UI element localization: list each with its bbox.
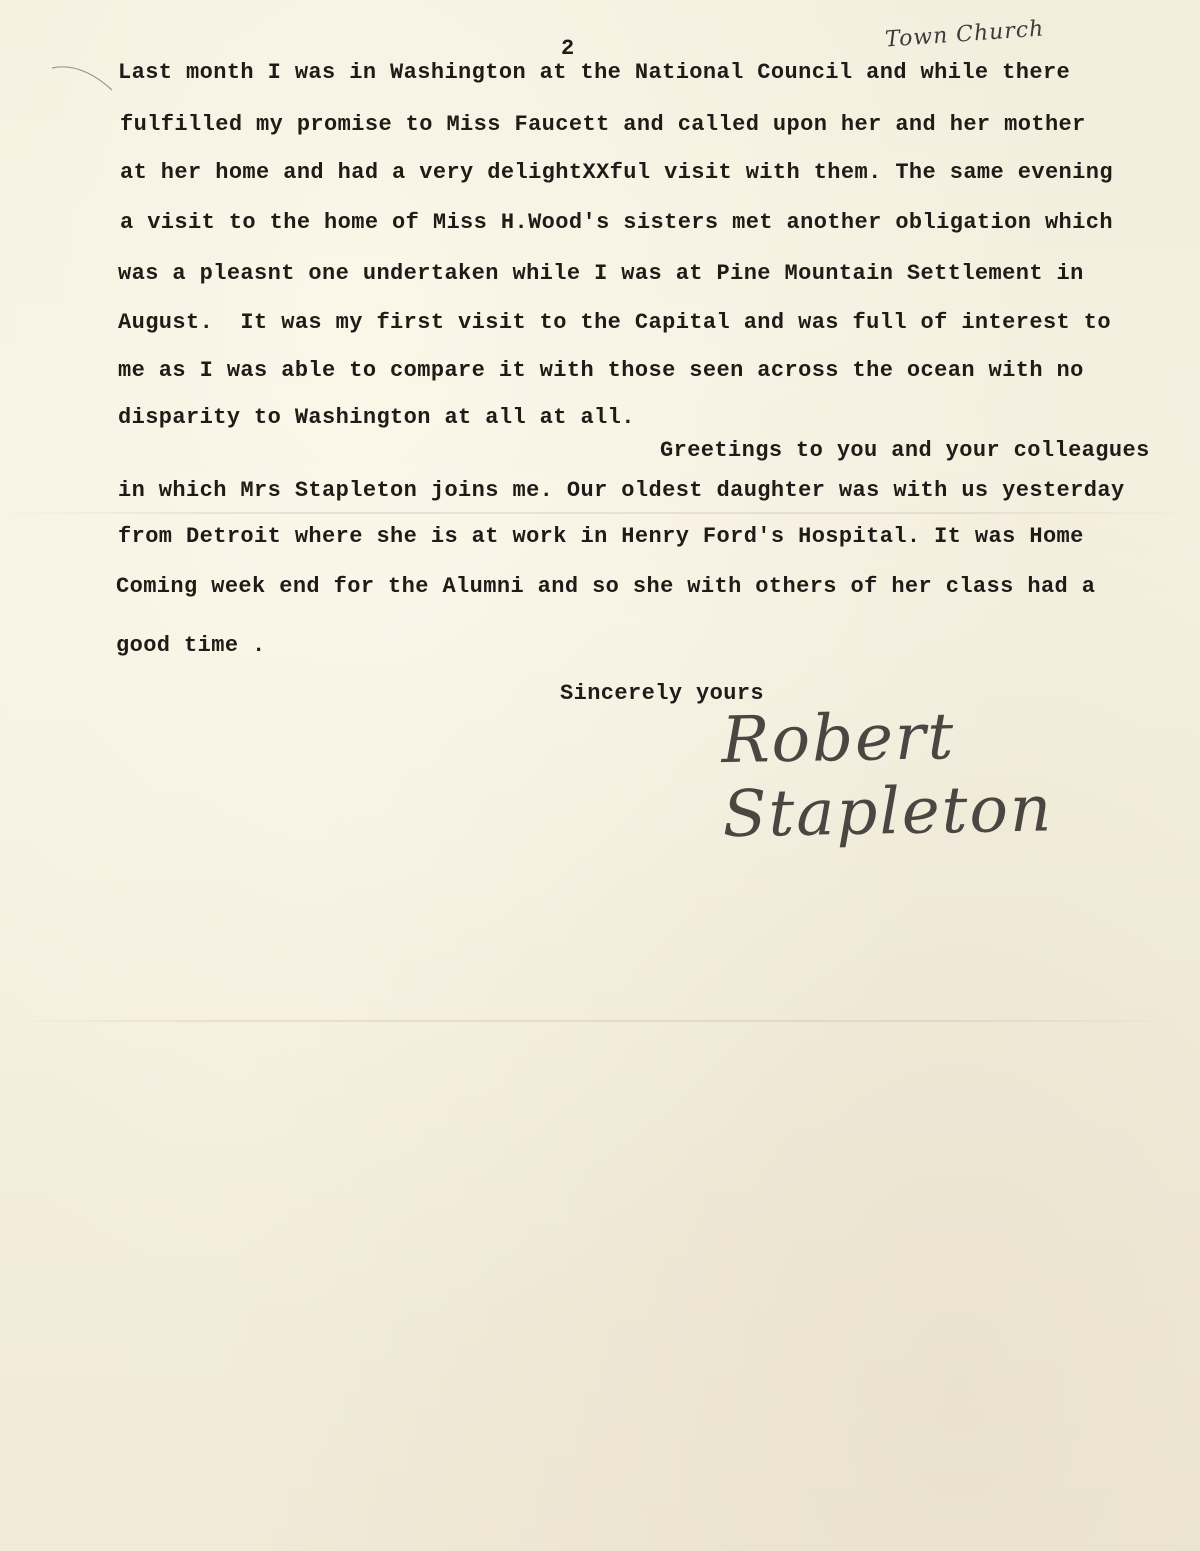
body-line: disparity to Washington at all at all. (118, 405, 635, 430)
body-line: good time . (116, 633, 266, 658)
body-line: August. It was my first visit to the Capital and was full of interest to (118, 310, 1111, 335)
signature: Robert Stapleton (720, 700, 1054, 853)
body-line: Greetings to you and your colleagues (660, 438, 1150, 463)
handwritten-margin-note: Town Church (884, 16, 1046, 53)
body-line: from Detroit where she is at work in Henry Ford's Hospital. It was Home (118, 524, 1084, 549)
body-line: me as I was able to compare it with those seen across the ocean with no (118, 358, 1084, 383)
body-line: in which Mrs Stapleton joins me. Our oldest daughter was with us yesterday (118, 478, 1125, 503)
body-line: a visit to the home of Miss H.Wood's sisters met another obligation which (120, 210, 1113, 235)
body-line: at her home and had a very delightXXful visit with them. The same evening (120, 160, 1113, 185)
body-line: was a pleasnt one undertaken while I was at Pine Mountain Settlement in (118, 261, 1084, 286)
pencil-mark (50, 60, 120, 100)
page-number: 2 (561, 36, 575, 61)
body-line: Coming week end for the Alumni and so she with others of her class had a (116, 574, 1096, 599)
body-line: Last month I was in Washington at the National Council and while there (118, 60, 1071, 85)
body-line: fulfilled my promise to Miss Faucett and called upon her and her mother (120, 112, 1086, 137)
paper-fold (0, 512, 1200, 514)
closing: Sincerely yours (560, 681, 765, 706)
paper-fold (0, 1020, 1200, 1022)
